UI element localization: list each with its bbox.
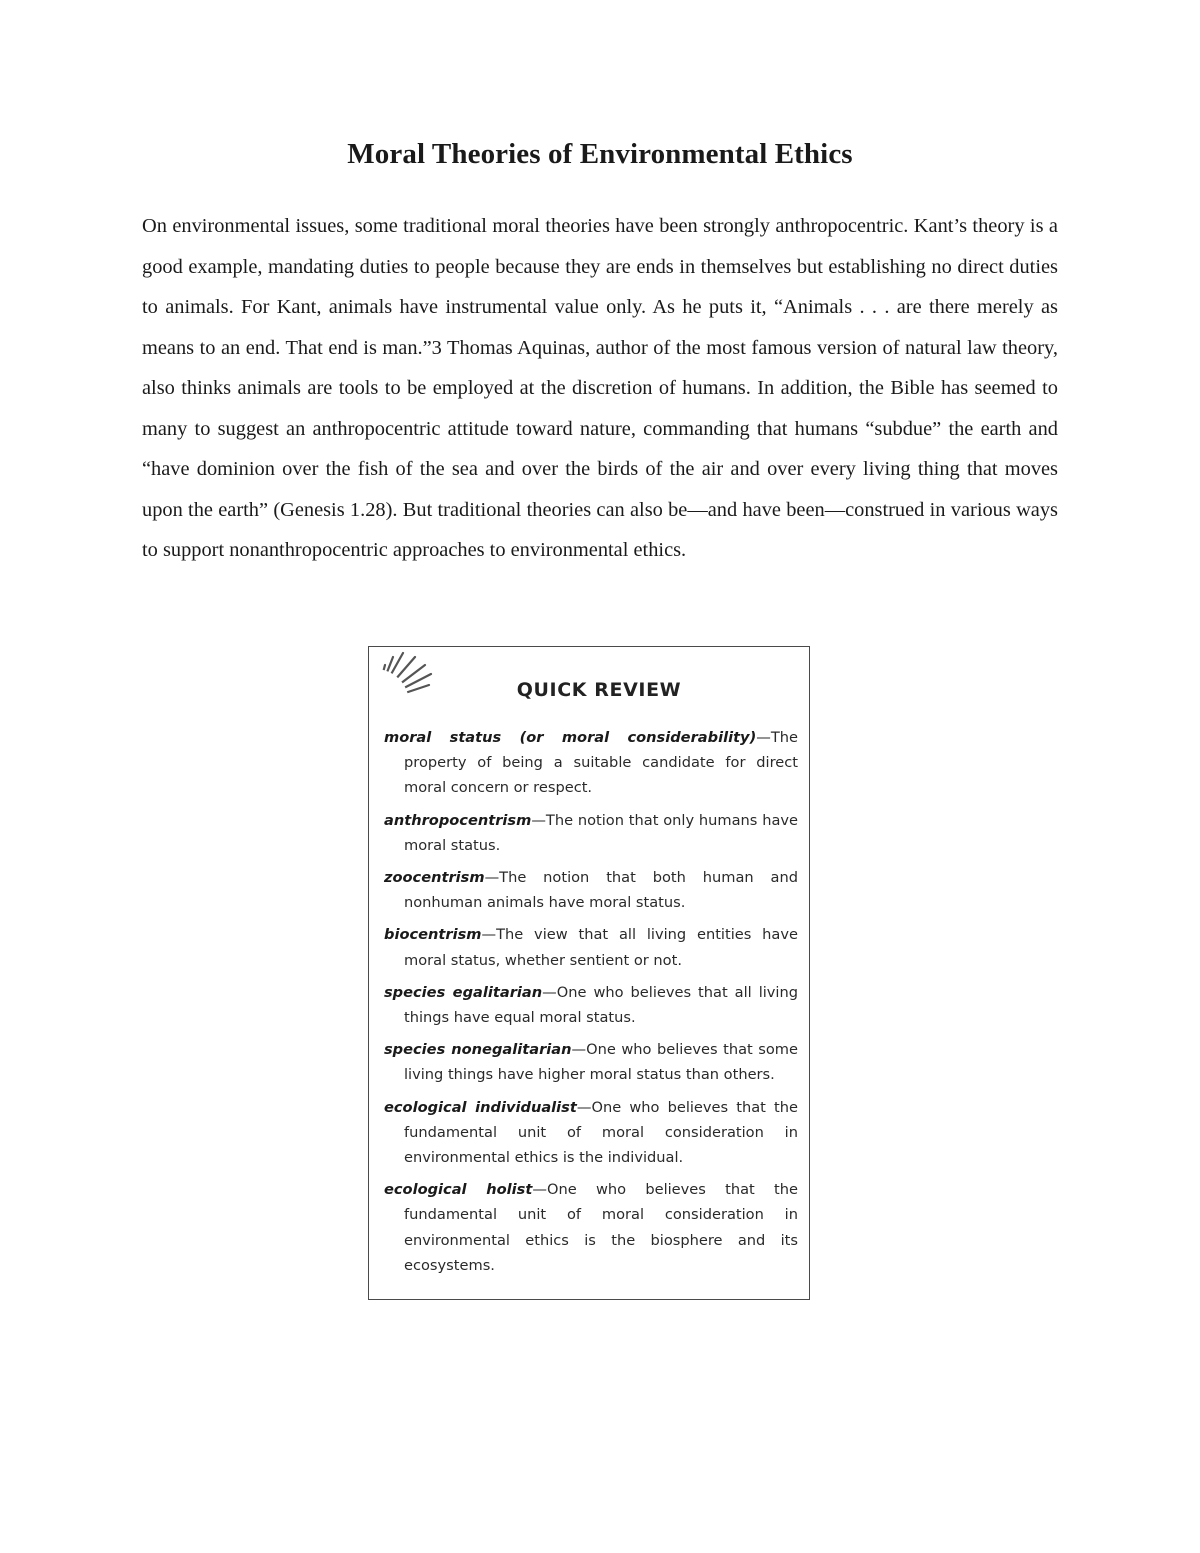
term-word: biocentrism	[384, 926, 482, 944]
term-definition: —The view that all living entities have moral status, whether sentient or not.	[404, 926, 798, 969]
term-list	[384, 725, 798, 1285]
term-word: species nonegalitarian	[384, 1041, 572, 1059]
term-definition: —One who believes that the fundamental unit of moral consideration in environmental ethics is the individual.	[404, 1098, 798, 1167]
term-paren: (or moral considerability)	[501, 729, 757, 746]
term-definition: —One who believes that some living things have higher moral status than others.	[404, 1041, 798, 1084]
body-paragraph: On environmental issues, some traditional moral theories have been strongly anthropocentric. Kant’s theory is a good example, mandating duties to people because they are ends in themselves but establishing no direct duties to animals. For Kant, animals have instrumental value only. As he puts it, “Animals . . . are there merely as means to an end. That end is man.”3 Thomas Aquinas, author of the most famous version of natural law theory, also thinks animals are tools to be employed at the discretion of humans. In addition, the Bible has seemed to many to suggest an anthropocentric attitude toward nature, commanding that humans “subdue” the earth and “have dominion over the fish of the sea and over the birds of the air and over every living thing that moves upon the earth” (Genesis 1.28). But traditional theories can also be—and have been—construed in various ways to support nonanthropocentric approaches to environmental ethics.	[142, 215, 1058, 561]
quick-review-title: QUICK REVIEW	[516, 679, 682, 701]
term-word: zoocentrism	[384, 869, 485, 887]
term-word: moral status	[384, 729, 502, 746]
list-item	[384, 808, 798, 858]
list-item	[384, 725, 798, 801]
term-definition: —The property of being a suitable candidate for direct moral concern or respect.	[404, 729, 798, 797]
term-word: ecological holist	[384, 1181, 533, 1199]
term-word: ecological individualist	[384, 1098, 577, 1116]
list-item	[384, 1095, 798, 1171]
term-definition: —One who believes that all living things have equal moral status.	[404, 983, 799, 1027]
term-definition: —The notion that both human and nonhuman animals have moral status.	[404, 869, 798, 912]
list-item	[384, 980, 798, 1030]
quick-review-box	[368, 646, 810, 1300]
list-item	[384, 1177, 798, 1278]
list-item	[384, 865, 798, 915]
list-item	[384, 1037, 798, 1087]
term-word: anthropocentrism	[384, 811, 532, 829]
list-item	[384, 922, 798, 972]
term-definition: —One who believes that the fundamental unit of moral consideration in environmental ethics is the biosphere and its ecosystems.	[404, 1181, 798, 1274]
term-word: species egalitarian	[384, 983, 543, 1001]
term-definition: —The notion that only humans have moral status.	[404, 811, 798, 854]
page-title: Moral Theories of Environmental Ethics	[347, 138, 853, 170]
